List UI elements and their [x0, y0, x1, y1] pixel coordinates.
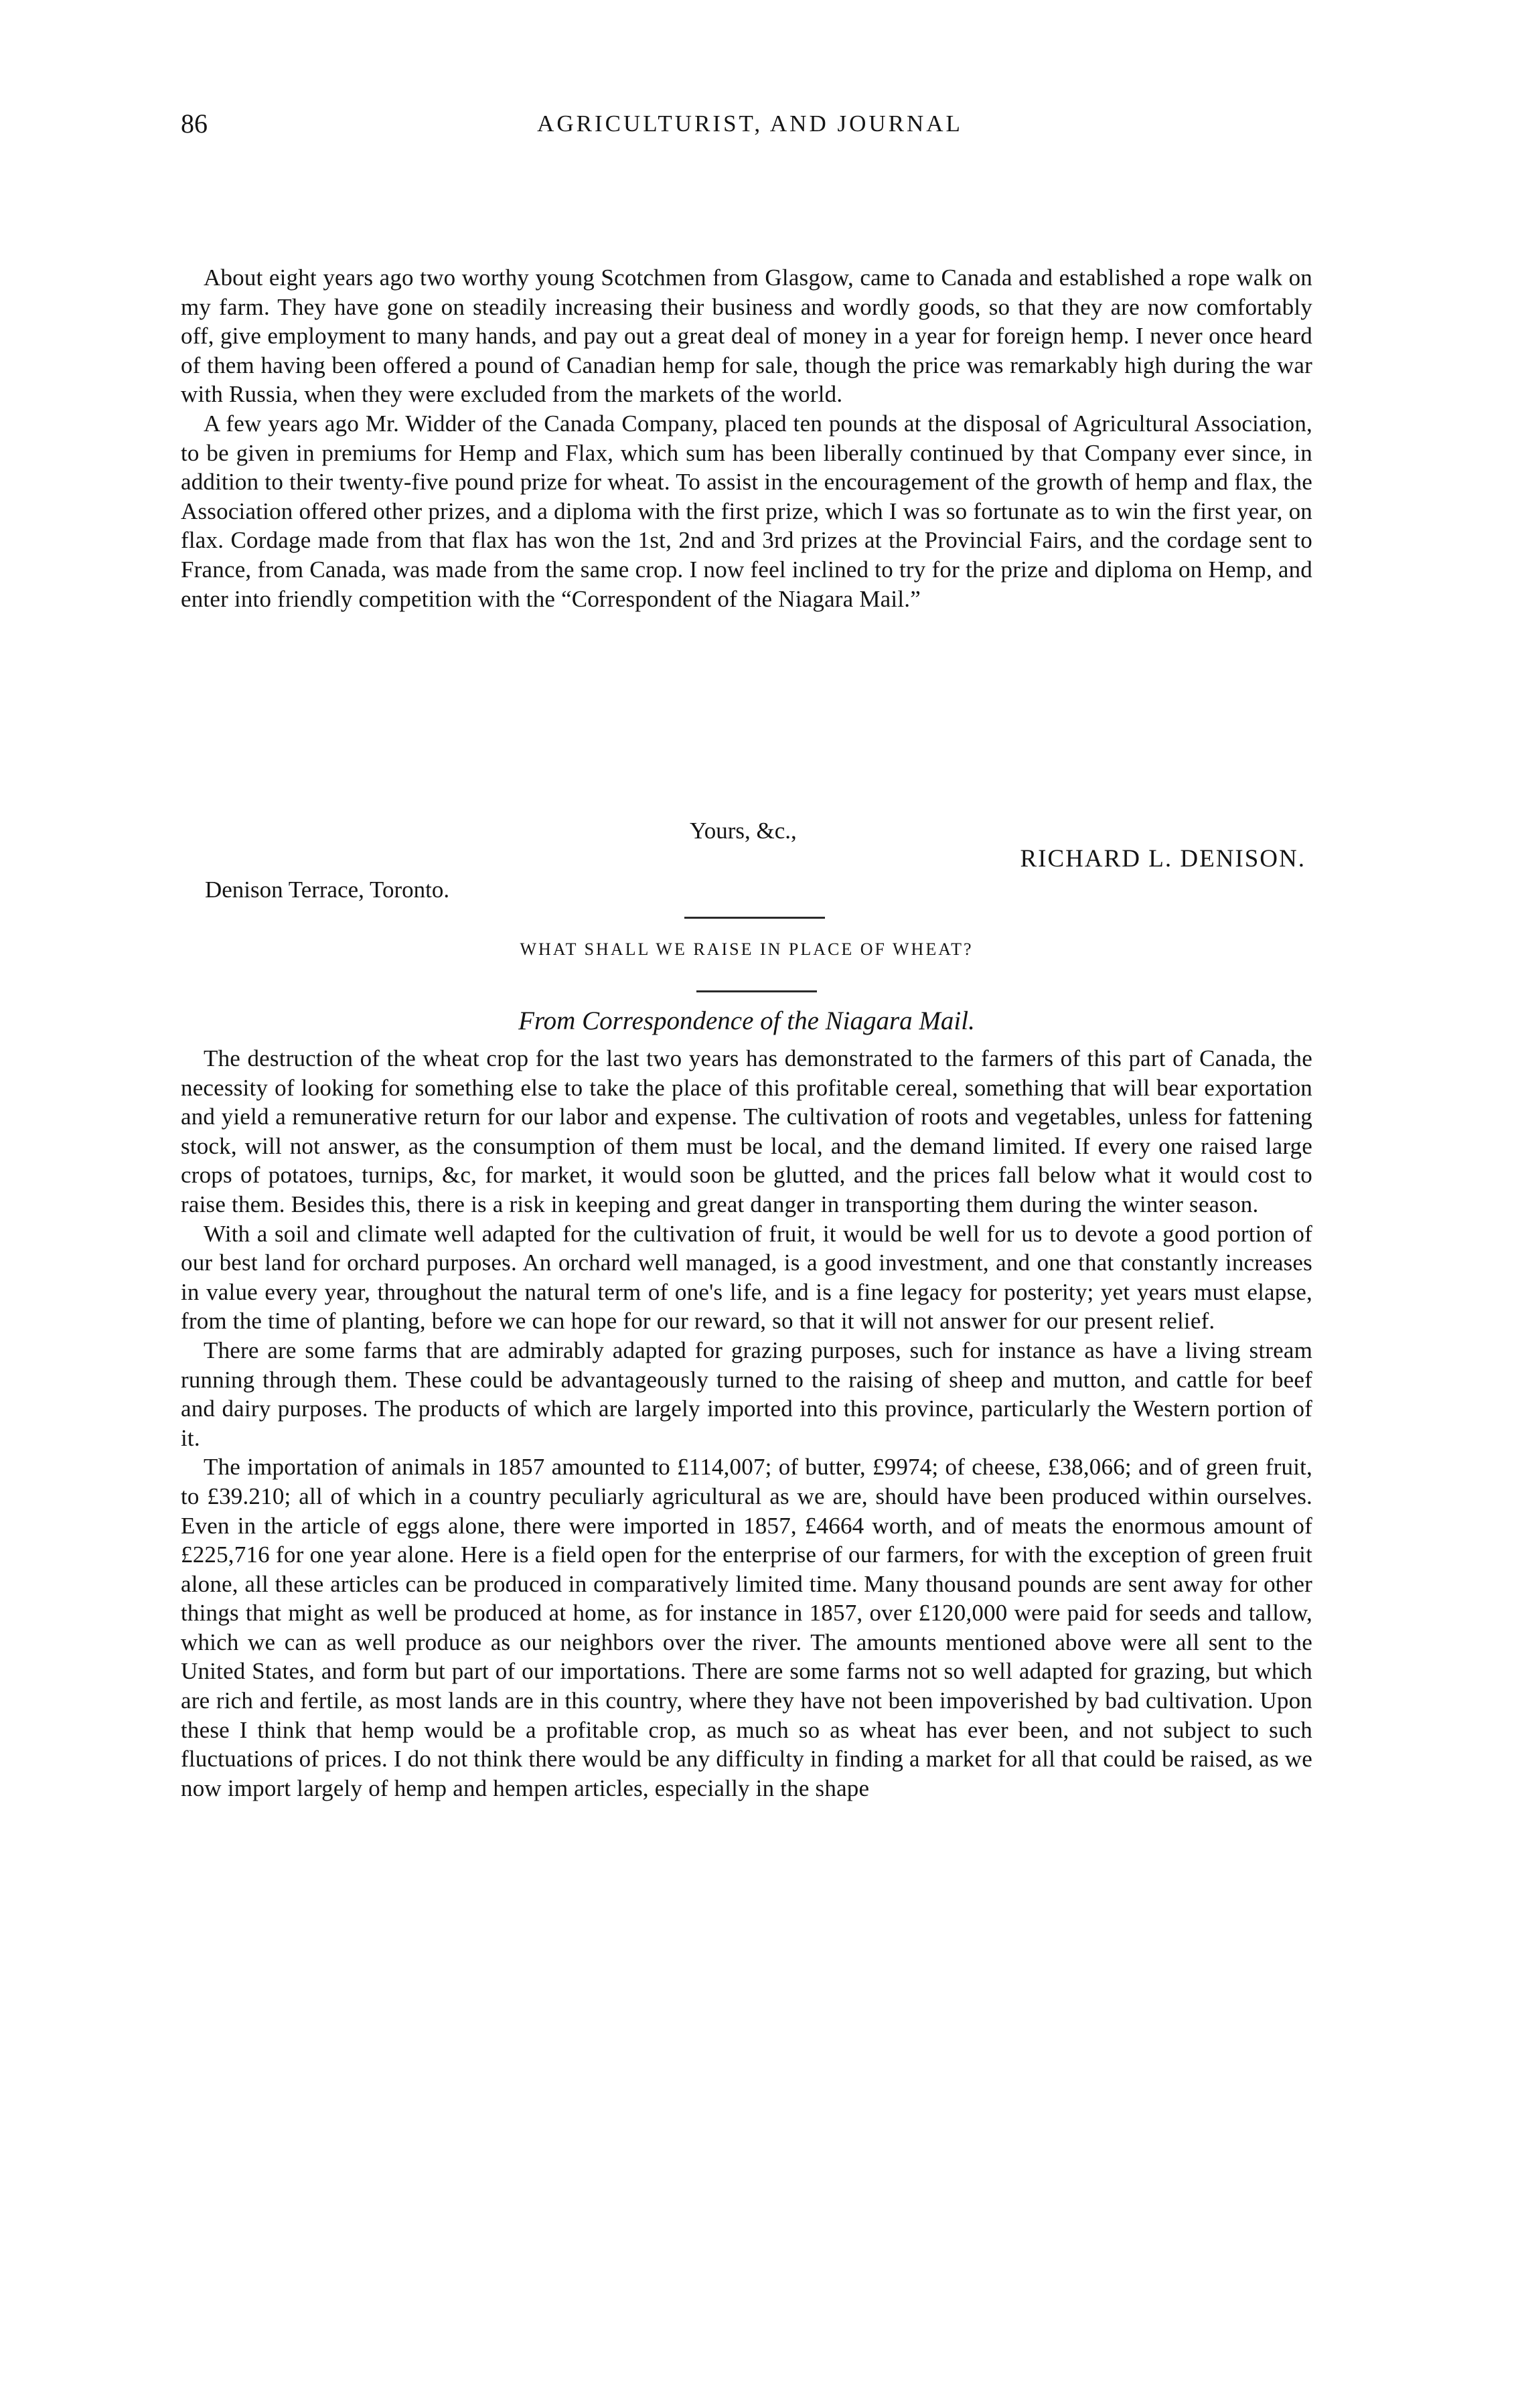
- letter-signature: RICHARD L. DENISON.: [1020, 845, 1306, 873]
- journal-title: AGRICULTURIST, AND JOURNAL: [537, 110, 963, 137]
- heading-divider: [696, 990, 817, 992]
- article-paragraph-4: The importation of animals in 1857 amounted to £114,007; of butter, £9974; of cheese, £38,066; and of green fruit, to £39.210; all of which in a country peculiarly agricultural as we are, should have been produced within ourselves. Even in the article of eggs alone, there were imported in 1857, £4664 worth, and of meats the enormous amount of £225,716 for one year alone. Here is a field open for the enterprise of our farmers, for with the exception of green fruit alone, all these articles can be produced in comparatively limited time. Many thousand pounds are sent away for other things that might as well be produced at home, as for instance in 1857, over £120,000 were paid for seeds and tallow, which we can as well produce as our neighbors over the river. The amounts mentioned above were all sent to the United States, and form but part of our importations. There are some farms not so well adapted for grazing, but which are rich and fertile, as most lands are in this country, where they have not been impoverished by bad cultivation. Upon these I think that hemp would be a profitable crop, as much so as wheat has ever been, and not subject to such fluctuations of prices. I do not think there would be any difficulty in finding a market for all that could be raised, as we now import largely of hemp and hempen articles, especially in the shape: [181, 1454, 1312, 1801]
- article-paragraph-1: The destruction of the wheat crop for the last two years has demonstrated to the farmers of this part of Canada, the necessity of looking for something else to take the place of this profitable cereal, something that will bear exportation and yield a remunerative return for our labor and expense. The cultivation of roots and vegetables, unless for fattening stock, will not answer, as the consumption of them must be local, and the demand limited. If every one raised large crops of potatoes, turnips, &c, for market, it would soon be glutted, and the prices fall below what it would cost to raise them. Besides this, there is a risk in keeping and great danger in transporting them during the winter season.: [181, 1045, 1312, 1217]
- article-source: From Correspondence of the Niagara Mail.: [518, 1006, 975, 1035]
- letter-signoff: [181, 816, 1312, 910]
- letter-paragraph-2: A few years ago Mr. Widder of the Canada Company, placed ten pounds at the disposal of Agricultural Association, to be given in premiums for Hemp and Flax, which sum has been liberally continued by that Company ever since, in addition to their twenty-five pound prize for wheat. To assist in the encouragement of the growth of hemp and flax, the Association offered other prizes, and a diploma with the first prize, which I was so fortunate as to win the first year, on flax. Cordage made from that flax has won the 1st, 2nd and 3rd prizes at the Provincial Fairs, and the cordage sent to France, from Canada, was made from the same crop. I now feel inclined to try for the prize and diploma on Hemp, and enter into friendly competition with the “Correspondent of the Niagara Mail.”: [181, 410, 1312, 612]
- letter-address: Denison Terrace, Toronto.: [205, 877, 450, 903]
- page-number: 86: [181, 108, 208, 139]
- article-paragraph-2: With a soil and climate well adapted for the cultivation of fruit, it would be well for us to devote a good portion of our best land for orchard purposes. An orchard well managed, is a good investment, and one that constantly increases in value every year, throughout the natural term of one's life, and is a fine legacy for posterity; yet years must elapse, from the time of planting, before we can hope for our reward, so that it will not answer for our present relief.: [181, 1220, 1312, 1335]
- article-paragraph-3: There are some farms that are admirably adapted for grazing purposes, such for instance as have a living stream running through them. These could be advantageously turned to the raising of sheep and mutton, and cattle for beef and dairy purposes. The products of which are largely imported into this province, particularly the Western portion of it.: [181, 1337, 1312, 1451]
- running-head: [181, 107, 1319, 147]
- letter-paragraph-1: About eight years ago two worthy young Scotchmen from Glasgow, came to Canada and established a rope walk on my farm. They have gone on steadily increasing their business and wordly goods, so that they are now comfortably off, give employment to many hands, and pay out a great deal of money in a year for foreign hemp. I never once heard of them having been offered a pound of Canadian hemp for sale, though the price was remarkably high during the war with Russia, when they were excluded from the markets of the world.: [181, 265, 1312, 408]
- article-body: [181, 1044, 1312, 1803]
- section-divider: [684, 917, 825, 919]
- article-heading: WHAT SHALL WE RAISE IN PLACE OF WHEAT?: [520, 939, 974, 959]
- letter-body: [181, 263, 1312, 613]
- letter-closing: Yours, &c.,: [690, 818, 797, 844]
